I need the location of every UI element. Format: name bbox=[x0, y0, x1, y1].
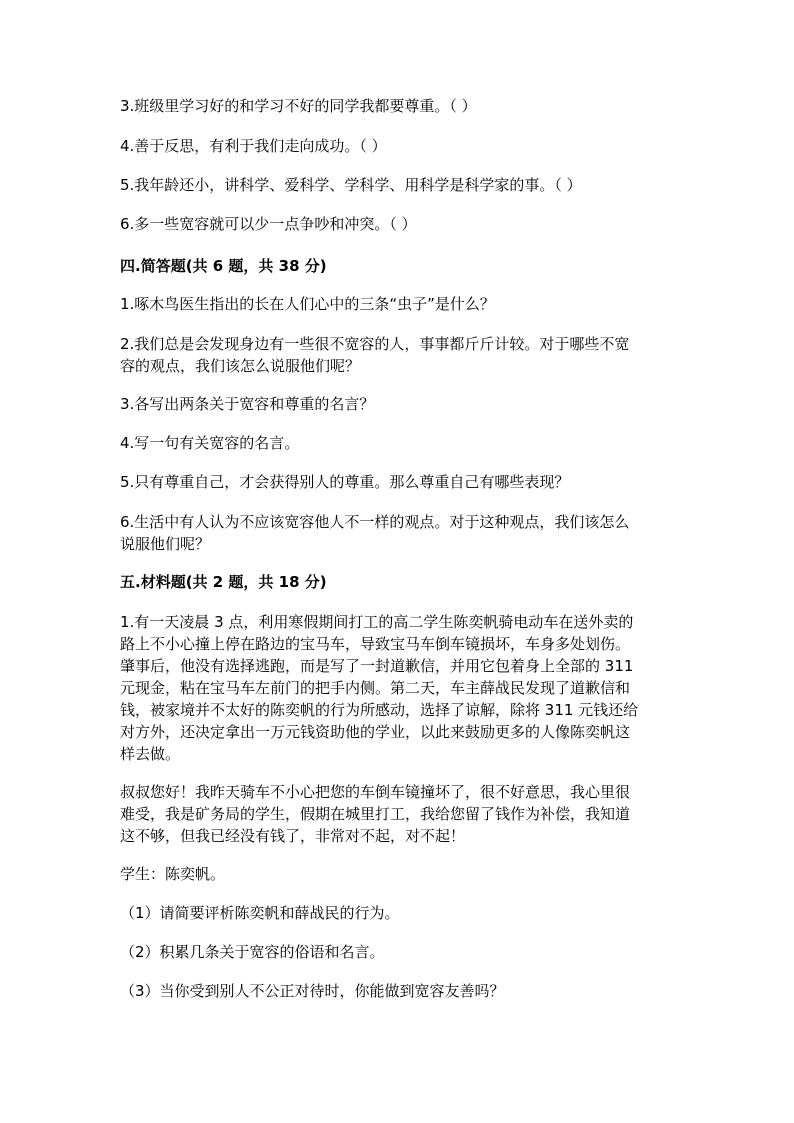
material-line-5: 钱，被家境并不太好的陈奕帆的行为所感动，选择了谅解，除将 311 元钱还给 bbox=[120, 701, 639, 719]
material-line-2: 路上不小心撞上停在路边的宝马车，导致宝马车倒车镜损坏，车身多处划伤。 bbox=[120, 635, 631, 653]
judgment-item-3: 3.班级里学习好的和学习不好的同学我都要尊重。（ ） bbox=[120, 97, 477, 115]
short-answer-q5: 5.只有尊重自己，才会获得别人的尊重。那么尊重自己有哪些表现？ bbox=[120, 473, 570, 491]
material-line-3: 肇事后，他没有选择逃跑，而是写了一封道歉信，并用它包着身上全部的 311 bbox=[120, 657, 634, 675]
short-answer-q6-line2: 说服他们呢？ bbox=[120, 535, 211, 553]
judgment-item-6: 6.多一些宽容就可以少一点争吵和冲突。（ ） bbox=[120, 215, 417, 233]
judgment-item-5: 5.我年龄还小，讲科学、爱科学、学科学、用科学是科学家的事。（ ） bbox=[120, 176, 582, 194]
material-line-7: 样去做。 bbox=[120, 745, 181, 763]
section-4-heading: 四.简答题(共 6 题，共 38 分) bbox=[120, 257, 327, 275]
short-answer-q2-line2: 容的观点，我们该怎么说服他们呢？ bbox=[120, 357, 361, 375]
short-answer-q1: 1.啄木鸟医生指出的长在人们心中的三条“虫子”是什么？ bbox=[120, 295, 495, 313]
letter-line-2: 难受，我是矿务局的学生，假期在城里打工，我给您留了钱作为补偿，我知道 bbox=[120, 805, 631, 823]
section-5-heading: 五.材料题(共 2 题，共 18 分) bbox=[120, 573, 327, 591]
letter-line-3: 这不够，但我已经没有钱了，非常对不起，对不起！ bbox=[120, 827, 466, 845]
material-sub-question-1: （1）请简要评析陈奕帆和薛战民的行为。 bbox=[120, 904, 400, 922]
judgment-item-4: 4.善于反思，有利于我们走向成功。（ ） bbox=[120, 137, 387, 155]
short-answer-q2-line1: 2.我们总是会发现身边有一些很不宽容的人，事事都斤斤计较。对于哪些不宽 bbox=[120, 335, 630, 353]
material-sub-question-3: （3）当你受到别人不公正对待时，你能做到宽容友善吗？ bbox=[120, 982, 505, 1000]
short-answer-q6-line1: 6.生活中有人认为不应该宽容他人不一样的观点。对于这种观点，我们该怎么 bbox=[120, 513, 630, 531]
material-line-6: 对方外，还决定拿出一万元钱资助他的学业，以此来鼓励更多的人像陈奕帆这 bbox=[120, 723, 631, 741]
material-line-1: 1.有一天凌晨 3 点，利用寒假期间打工的高二学生陈奕帆骑电动车在送外卖的 bbox=[120, 613, 634, 631]
short-answer-q3: 3.各写出两条关于宽容和尊重的名言？ bbox=[120, 395, 375, 413]
material-line-4: 元现金，粘在宝马车左前门的把手内侧。第二天，车主薛战民发现了道歉信和 bbox=[120, 679, 631, 697]
letter-line-1: 叔叔您好！我昨天骑车不小心把您的车倒车镜撞坏了，很不好意思，我心里很 bbox=[120, 783, 631, 801]
letter-signature: 学生：陈奕帆。 bbox=[120, 865, 226, 883]
material-sub-question-2: （2）积累几条关于宽容的俗语和名言。 bbox=[120, 943, 385, 961]
short-answer-q4: 4.写一句有关宽容的名言。 bbox=[120, 434, 300, 452]
